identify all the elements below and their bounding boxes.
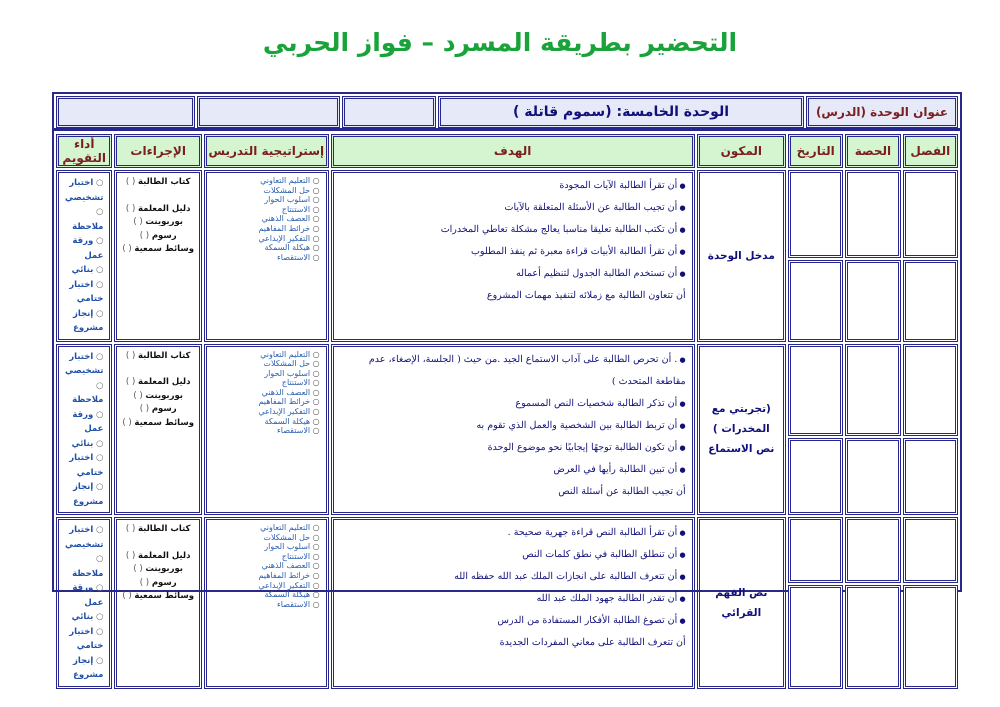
procedure-checkbox[interactable]: ( )	[125, 203, 138, 214]
empty-cell-class	[903, 585, 958, 689]
empty-cell-date	[788, 344, 843, 436]
column-header-objective: الهدف	[331, 134, 695, 168]
procedure-label: وسائط سمعية	[134, 417, 194, 428]
empty-header-cell	[56, 96, 195, 128]
procedure-checkbox[interactable]: ( )	[139, 230, 152, 241]
component-cell: نص الفهم القرائي	[697, 517, 786, 689]
evaluation-item: ○ اختبار تشخيصي	[65, 350, 103, 379]
procedure-item	[119, 230, 197, 244]
lesson-plan-frame	[52, 92, 962, 680]
procedure-label: بوربوينت	[145, 564, 184, 574]
strategy-item: ○ الاستقصاء	[213, 253, 320, 263]
evaluation-item: ○ إنجاز مشروع	[65, 307, 103, 336]
procedure-label: رسوم	[151, 404, 177, 414]
column-header-strategy: إستراتيجية التدريس	[204, 134, 329, 168]
procedure-item	[119, 350, 197, 364]
evaluation-item: ○ بنائي	[65, 610, 103, 625]
empty-cell-class	[903, 344, 958, 436]
strategy-item: ○ الاستنتاج	[213, 378, 320, 388]
strategy-item: ○ خرائط المفاهيم	[213, 571, 320, 581]
evaluation-item: ○ ورقة عمل	[65, 408, 103, 437]
strategy-item: ○ التفكير الإبداعي	[213, 407, 320, 417]
objective-item: ● أن تستخدم الطالبة الجدول لتنظيم أعماله	[340, 263, 686, 285]
empty-cell-date	[788, 170, 843, 258]
strategy-item: ○ هيكلة السمكة	[213, 590, 320, 600]
strategy-item: ○ التعليم التعاوني	[213, 523, 320, 533]
empty-cell-class	[903, 170, 958, 258]
procedure-checkbox[interactable]: ( )	[125, 550, 138, 561]
strategy-item: ○ حل المشكلات	[213, 533, 320, 543]
evaluation-item: ○ إنجاز مشروع	[65, 654, 103, 683]
unit-title: الوحدة الخامسة: (سموم قاتلة )	[438, 96, 804, 128]
procedure-item	[119, 376, 197, 390]
strategy-item: ○ العصف الذهني	[213, 388, 320, 398]
procedure-checkbox[interactable]: ( )	[133, 217, 146, 227]
empty-cell-date	[788, 438, 843, 515]
empty-header-cell	[342, 96, 436, 128]
procedure-checkbox[interactable]: ( )	[133, 390, 146, 401]
objective-item: ● أن تصوغ الطالبة الأفكار المستفادة من الدرس	[340, 610, 686, 632]
component-cell: (تجربتي مع المخدرات ) نص الاستماع	[697, 344, 786, 516]
evaluation-item: ○ اختبار ختامي	[65, 278, 103, 307]
empty-cell-date	[788, 260, 843, 342]
column-header-procedures: الإجراءات	[114, 134, 202, 168]
strategy-item: ○ خرائط المفاهيم	[213, 397, 320, 407]
evaluation-item: ○ بنائي	[65, 263, 103, 278]
procedure-item	[119, 577, 197, 591]
objectives-list	[340, 175, 686, 307]
procedure-item	[119, 176, 197, 190]
objective-item: ● أن تقرأ الطالبة الأبيات قراءة معبرة ثم ينفذ المطلوب	[340, 241, 686, 263]
objective-item: أن تجيب الطالبة عن أسئلة النص	[558, 485, 686, 497]
evaluation-item: ○ ورقة عمل	[65, 234, 103, 263]
objectives-list	[340, 349, 686, 503]
procedure-label: بوربوينت	[145, 390, 184, 401]
evaluation-item: ○ ورقة عمل	[65, 581, 103, 610]
objectives-cell	[331, 517, 695, 689]
objective-item: أن تتعرف الطالبة على معاني المفردات الجديدة	[499, 637, 686, 648]
objective-item: ● أن تربط الطالبة بين الشخصية والعمل الذي تقوم به	[340, 415, 686, 437]
table-row	[56, 344, 958, 436]
objective-item: ● أن تقرأ الطالبة الآيات المجودة	[340, 175, 686, 197]
empty-header-cell	[197, 96, 340, 128]
strategy-item: ○ الاستنتاج	[213, 205, 320, 215]
objective-item: ● . أن تحرص الطالبة على آداب الاستماع الجيد .من حيث ( الجلسة، الإصغاء، عدم مقاطعة المتحدث )	[340, 349, 686, 393]
procedure-item	[119, 216, 197, 230]
procedure-item	[119, 243, 197, 257]
unit-header-table	[54, 94, 960, 130]
procedure-label: كتاب الطالبة	[137, 524, 191, 534]
procedure-item	[119, 590, 197, 604]
empty-cell-period	[845, 344, 900, 436]
strategy-item: ○ الاستقصاء	[213, 600, 320, 610]
column-header-period: الحصة	[845, 134, 900, 168]
procedures-cell	[114, 170, 202, 342]
column-header-evaluation: أداء التقويم	[56, 134, 112, 168]
unit-label: عنوان الوحدة (الدرس)	[806, 96, 958, 128]
strategy-item: ○ العصف الذهني	[213, 214, 320, 224]
procedure-item	[119, 417, 197, 431]
strategy-item: ○ التعليم التعاوني	[213, 350, 320, 360]
procedure-checkbox[interactable]: ( )	[133, 564, 146, 574]
procedure-item	[119, 563, 197, 577]
procedure-item	[119, 550, 197, 564]
objective-item: ● أن تكتب الطالبة تعليقا مناسبا يعالج مشكلة تعاطي المخدرات	[340, 219, 686, 241]
objective-item: أن تتعاون الطالبة مع زملائه لتنفيذ مهمات المشروع	[486, 290, 686, 301]
evaluation-cell	[56, 170, 112, 342]
procedure-checkbox[interactable]: ( )	[125, 177, 138, 187]
evaluation-item: ○ بنائي	[65, 437, 103, 452]
empty-cell-class	[903, 438, 958, 515]
empty-cell-class	[903, 260, 958, 342]
evaluation-cell	[56, 344, 112, 516]
strategy-item: ○ هيكلة السمكة	[213, 417, 320, 427]
procedure-label: وسائط سمعية	[134, 591, 194, 601]
objective-item: ● أن تتعرف الطالبة على انجازات الملك عبد الله حفظه الله	[340, 566, 686, 588]
strategy-item: ○ الاستنتاج	[213, 552, 320, 562]
procedure-checkbox[interactable]: ( )	[139, 577, 152, 588]
evaluation-item: ○ ملاحظة	[65, 379, 103, 408]
procedure-checkbox[interactable]: ( )	[125, 377, 138, 387]
procedure-item	[119, 523, 197, 537]
evaluation-item: ○ اختبار تشخيصي	[65, 523, 103, 552]
procedure-label: كتاب الطالبة	[137, 177, 191, 187]
strategy-item: ○ هيكلة السمكة	[213, 243, 320, 253]
strategy-item: ○ التفكير الإبداعي	[213, 234, 320, 244]
strategy-item: ○ خرائط المفاهيم	[213, 224, 320, 234]
empty-cell-period	[845, 517, 900, 583]
procedure-label: كتاب الطالبة	[137, 350, 191, 361]
strategies-cell	[204, 517, 329, 689]
evaluation-item: ○ ملاحظة	[65, 552, 103, 581]
procedure-label: رسوم	[151, 230, 177, 241]
procedure-label: رسوم	[151, 577, 177, 588]
strategy-item: ○ التعليم التعاوني	[213, 176, 320, 186]
divider	[54, 128, 960, 131]
table-row	[56, 517, 958, 583]
procedure-item	[119, 390, 197, 404]
procedure-checkbox[interactable]: ( )	[125, 350, 138, 361]
evaluation-item: ○ إنجاز مشروع	[65, 480, 103, 509]
column-header-component: المكون	[697, 134, 786, 168]
lesson-plan-table	[54, 132, 960, 691]
evaluation-cell	[56, 517, 112, 689]
column-header-class: الفصل	[903, 134, 958, 168]
empty-cell-class	[903, 517, 958, 583]
column-header-date: التاريخ	[788, 134, 843, 168]
empty-cell-period	[845, 585, 900, 689]
table-row	[56, 170, 958, 258]
procedure-checkbox[interactable]: ( )	[139, 404, 152, 414]
strategy-item: ○ اسلوب الحوار	[213, 542, 320, 552]
empty-cell-date	[788, 517, 843, 583]
empty-cell-period	[845, 260, 900, 342]
objective-item: ● أن تكون الطالبة توجهًا إيجابيًا نحو موضوع الوحدة	[340, 437, 686, 459]
strategy-item: ○ حل المشكلات	[213, 186, 320, 196]
procedure-label: دليل المعلمة	[137, 203, 191, 214]
procedure-checkbox[interactable]: ( )	[122, 591, 135, 601]
strategy-item: ○ حل المشكلات	[213, 359, 320, 369]
strategy-item: ○ الاستقصاء	[213, 426, 320, 436]
evaluation-item: ○ ملاحظة	[65, 205, 103, 234]
objectives-cell	[331, 344, 695, 516]
evaluation-item: ○ اختبار ختامي	[65, 451, 103, 480]
procedure-checkbox[interactable]: ( )	[125, 524, 138, 534]
objective-item: ● أن تقرأ الطالبة النص قراءة جهرية صحيحة .	[340, 522, 686, 544]
strategy-item: ○ اسلوب الحوار	[213, 369, 320, 379]
objectives-list	[340, 522, 686, 654]
objective-item: ● أن تنطلق الطالبة في نطق كلمات النص	[340, 544, 686, 566]
procedure-item	[119, 203, 197, 217]
evaluation-item: ○ اختبار تشخيصي	[65, 176, 103, 205]
evaluation-item: ○ اختبار ختامي	[65, 625, 103, 654]
procedure-label: دليل المعلمة	[137, 377, 191, 387]
procedures-cell	[114, 517, 202, 689]
page-title: التحضير بطريقة المسرد – فواز الحربي	[262, 28, 738, 57]
procedure-checkbox[interactable]: ( )	[122, 417, 135, 428]
procedure-label: دليل المعلمة	[137, 550, 191, 561]
objective-item: ● أن تبين الطالبة رأيها في العرض	[340, 459, 686, 481]
component-cell: مدخل الوحدة	[697, 170, 786, 342]
strategies-cell	[204, 170, 329, 342]
strategy-item: ○ التفكير الإبداعي	[213, 581, 320, 591]
procedures-cell	[114, 344, 202, 516]
empty-cell-period	[845, 170, 900, 258]
procedure-checkbox[interactable]: ( )	[122, 244, 135, 254]
objectives-cell	[331, 170, 695, 342]
procedure-item	[119, 403, 197, 417]
objective-item: ● أن تقدر الطالبة جهود الملك عبد الله	[340, 588, 686, 610]
empty-cell-date	[788, 585, 843, 689]
strategies-cell	[204, 344, 329, 516]
empty-cell-period	[845, 438, 900, 515]
column-header-row	[56, 134, 958, 168]
strategy-item: ○ العصف الذهني	[213, 561, 320, 571]
objective-item: ● أن تذكر الطالبة شخصيات النص المسموع	[340, 393, 686, 415]
procedure-label: وسائط سمعية	[134, 244, 194, 254]
strategy-item: ○ اسلوب الحوار	[213, 195, 320, 205]
procedure-label: بوربوينت	[145, 217, 184, 227]
objective-item: ● أن تجيب الطالبة عن الأسئلة المتعلقة بالآيات	[340, 197, 686, 219]
